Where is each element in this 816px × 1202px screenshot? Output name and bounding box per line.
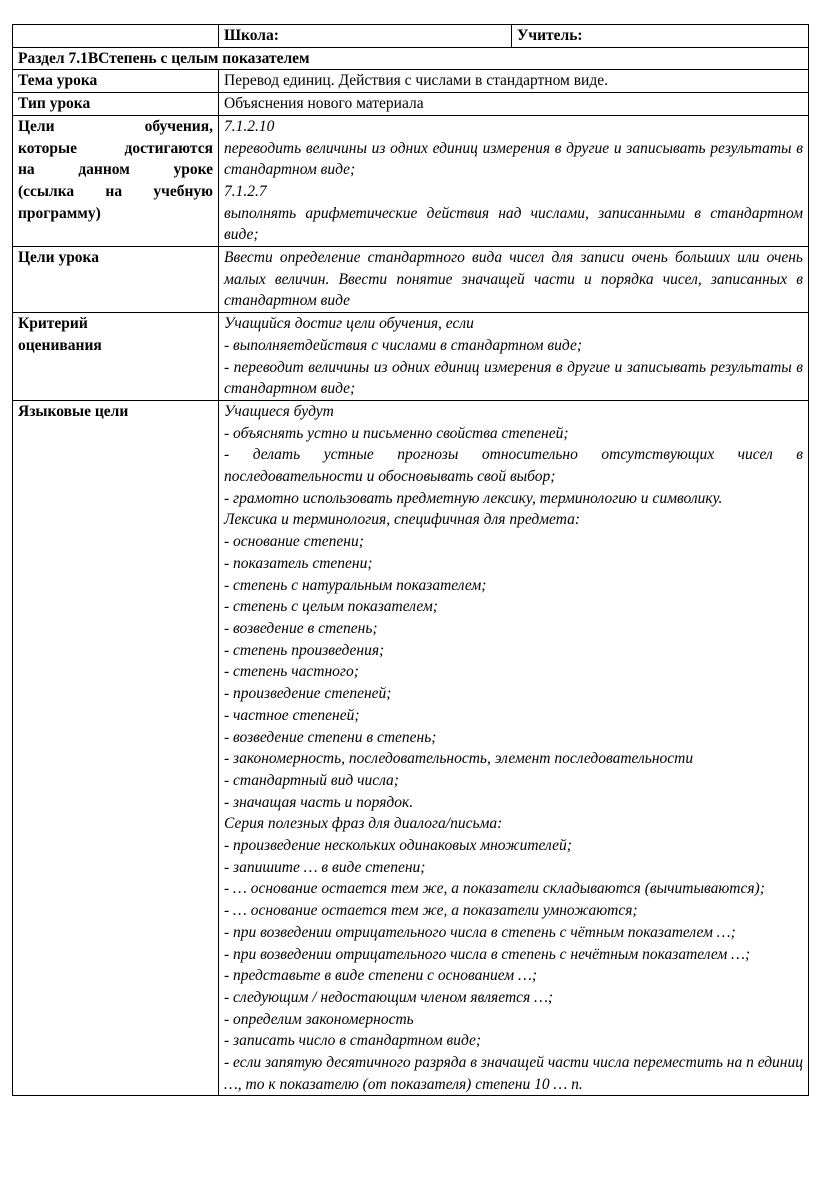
language-goals-label: Языковые цели [13,400,219,1096]
school-label: Школа: [219,25,512,48]
lesson-topic-label: Тема урока [13,70,219,93]
learning-objectives-row [13,115,809,246]
vocab-item: - основание степени; [224,533,364,551]
header-row [13,25,809,48]
language-goals-content [219,400,809,1096]
vocab-heading: Лексика и терминология, специфичная для предмета: [224,511,581,529]
phrases-heading: Серия полезных фраз для диалога/письма: [224,815,503,833]
vocab-item: - стандартный вид числа; [224,771,399,789]
phrase-item: - следующим / недостающим членом является …; [224,988,554,1006]
criteria-label-line: оценивания [18,336,102,354]
objective-text: выполнять арифметические действия над числами, записанными в стандартном виде; [224,204,803,244]
phrase-item: - … основание остается тем же, а показатели умножаются; [224,902,638,920]
phrase-item: - представьте в виде степени с основанием …; [224,967,538,985]
objectives-label-line: (ссылка на учебную [18,182,213,200]
language-goals-intro: Учащиеся будут [224,402,334,420]
language-goal-item: - грамотно использовать предметную лексику, терминологию и символику. [224,489,723,507]
phrase-item: - при возведении отрицательного числа в степень с чётным показателем …; [224,923,736,941]
criteria-label [13,313,219,401]
vocab-item: - показатель степени; [224,554,373,572]
objectives-label-line: Цели обучения, [18,117,213,135]
header-empty-cell [13,25,219,48]
vocab-item: - частное степеней; [224,706,360,724]
teacher-label: Учитель: [512,25,809,48]
language-goal-item: - делать устные прогнозы относительно отсутствующих чисел в последовательности и обосновывать свой выбор; [224,446,803,486]
objectives-label-line: программу) [18,204,101,222]
lesson-goals-label: Цели урока [13,247,219,313]
section-row [13,47,809,70]
lesson-type-row [13,93,809,116]
criteria-label-line: Критерий [18,315,88,333]
phrase-item: - определим закономерность [224,1010,414,1028]
lesson-type-value: Объяснения нового материала [219,93,809,116]
criteria-line: - переводит величины из одних единиц измерения в другие и записывать результаты в стандартном виде; [224,358,803,398]
vocab-item: - значащая часть и порядок. [224,793,414,811]
phrase-item: - при возведении отрицательного числа в степень с нечётным показателем …; [224,945,751,963]
lesson-plan-table [12,24,809,1096]
criteria-row [13,313,809,401]
learning-objectives-label [13,115,219,246]
vocab-item: - степень с натуральным показателем; [224,576,487,594]
language-goal-item: - объяснять устно и письменно свойства степеней; [224,424,569,442]
vocab-item: - произведение степеней; [224,685,392,703]
phrase-item: - запишите … в виде степени; [224,858,426,876]
lesson-goals-row [13,247,809,313]
vocab-item: - степень произведения; [224,641,385,659]
objective-code: 7.1.2.10 [224,117,275,135]
section-title: Раздел 7.1ВСтепень с целым показателем [13,47,809,70]
learning-objectives-content [219,115,809,246]
lesson-topic-value: Перевод единиц. Действия с числами в стандартном виде. [219,70,809,93]
vocab-item: - закономерность, последовательность, элемент последовательности [224,750,694,768]
phrase-item: - произведение нескольких одинаковых множителей; [224,837,572,855]
criteria-line: - выполняетдействия с числами в стандартном виде; [224,336,582,354]
vocab-item: - возведение степени в степень; [224,728,437,746]
objectives-label-line: на данном уроке [18,161,213,179]
objective-code: 7.1.2.7 [224,182,267,200]
vocab-item: - степень с целым показателем; [224,598,438,616]
objective-text: переводить величины из одних единиц измерения в другие и записывать результаты в стандартном виде; [224,139,803,179]
objectives-label-line: которые достигаются [18,139,213,157]
lesson-type-label: Тип урока [13,93,219,116]
vocab-item: - возведение в степень; [224,619,378,637]
lesson-goals-text: Ввести определение стандартного вида чисел для записи очень больших или очень малых величин. Ввести понятие значащей части и порядка чисел, записанных в стандартном виде [219,247,809,313]
phrase-item: - если запятую десятичного разряда в значащей части числа переместить на п единиц …, то к показателю (от показателя) степени 10 … п. [224,1054,803,1093]
language-goals-row [13,400,809,1096]
criteria-line: Учащийся достиг цели обучения, если [224,315,474,333]
phrase-item: - записать число в стандартном виде; [224,1032,482,1050]
lesson-topic-row [13,70,809,93]
vocab-item: - степень частного; [224,663,359,681]
criteria-content [219,313,809,401]
phrase-item: - … основание остается тем же, а показатели складываются (вычитываются); [224,880,765,898]
